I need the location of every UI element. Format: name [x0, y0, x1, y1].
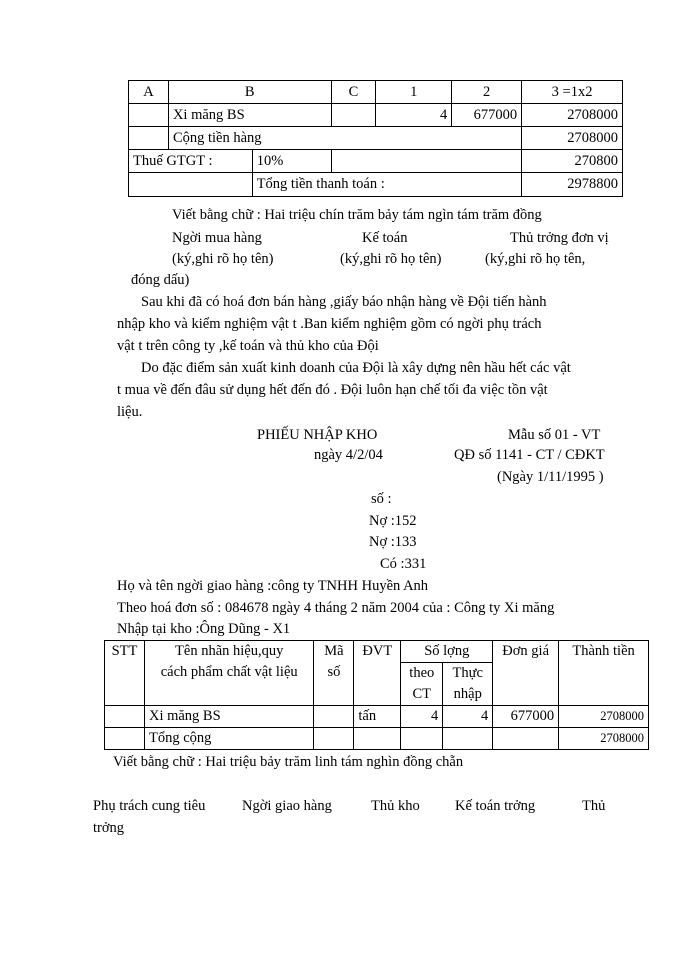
- total-row: [129, 173, 623, 197]
- para1-line1: Sau khi đã có hoá đơn bán hàng ,giấy báo nhận hàng về Đội tiến hành: [141, 294, 547, 310]
- signer-storekeeper: Thủ kho: [371, 798, 420, 814]
- credit-account: Có :331: [380, 556, 427, 572]
- receipt-title: PHIẾU NHẬP KHO: [257, 427, 378, 443]
- signer-procurement: Phụ trách cung tiêu: [93, 798, 206, 814]
- subtotal-row: [129, 127, 623, 150]
- decision-date: (Ngày 1/11/1995 ): [497, 469, 604, 485]
- receipt-item-by-doc: 4: [401, 706, 443, 728]
- debit-account-2: Nợ :133: [369, 534, 417, 550]
- warehouse-line: Nhập tại kho :Ông Dũng - X1: [117, 621, 291, 637]
- header-code: Mã số: [314, 641, 354, 706]
- stamp-note: đóng dấu): [131, 272, 190, 288]
- receipt-item-unit: tấn: [354, 706, 401, 728]
- para2-line3: liệu.: [117, 404, 143, 420]
- invoice-header-row: [129, 81, 623, 104]
- buyer-note: (ký,ghi rõ họ tên): [172, 251, 274, 267]
- header-unit: ĐVT: [354, 641, 401, 706]
- col-3: 3 =1x2: [522, 81, 623, 104]
- col-c: C: [331, 81, 376, 104]
- signer-deliverer: Ngời giao hàng: [242, 798, 332, 814]
- subtotal-label: Cộng tiền hàng: [168, 127, 521, 150]
- header-qty: Số lợng: [401, 641, 493, 663]
- receipt-table: STT Tên nhãn hiệu,quy cách phẩm chất vật liệu Mã số ĐVT Số lợng Đơn giá Thành tiền theo Thực CT nhập Xi măng BS tấn 4 4 677000 2708000 Tổng cộng 2708000: [104, 640, 649, 750]
- accountant-label: Kế toán: [362, 230, 408, 246]
- item-amount: 2708000: [522, 104, 623, 127]
- receipt-number: số :: [371, 491, 392, 507]
- head-label: Thủ trởng đơn vị: [510, 230, 609, 246]
- vat-rate: 10%: [252, 150, 331, 173]
- head-note: (ký,ghi rõ họ tên,: [485, 251, 586, 267]
- receipt-date: ngày 4/2/04: [314, 447, 383, 463]
- para2-line2: t mua về đến đâu sử dụng hết đến đó . Đội luôn hạn chế tối đa việc tồn vật: [117, 382, 548, 398]
- para1-line3: vật t trên công ty ,kế toán và thủ kho của Đội: [117, 338, 379, 354]
- col-b: B: [168, 81, 331, 104]
- receipt-item-row: [105, 706, 649, 728]
- signer-head-1: Thủ: [582, 798, 606, 814]
- form-number: Mẫu số 01 - VT: [508, 427, 601, 443]
- header-price: Đơn giá: [493, 641, 559, 706]
- invoice-line: Theo hoá đơn số : 084678 ngày 4 tháng 2 năm 2004 của : Công ty Xi măng: [117, 600, 555, 616]
- receipt-amount-in-words: Viết bằng chữ : Hai triệu bảy trăm linh tám nghìn đồng chẵn: [113, 754, 464, 770]
- header-stt: STT: [105, 641, 145, 706]
- col-2: 2: [452, 81, 522, 104]
- para1-line2: nhập kho và kiểm nghiệm vật t .Ban kiểm nghiệm gồm có ngời phụ trách: [117, 316, 542, 332]
- receipt-item-name: Xi măng BS: [144, 706, 313, 728]
- receipt-item-amount: 2708000: [559, 706, 649, 728]
- receipt-total-amount: 2708000: [559, 728, 649, 750]
- col-a: A: [129, 81, 169, 104]
- amount-in-words: Viết bằng chữ : Hai triệu chín trăm bảy tám ngìn tám trăm đồng: [172, 207, 542, 223]
- vat-row: [129, 150, 623, 173]
- receipt-item-actual: 4: [443, 706, 493, 728]
- item-name: Xi măng BS: [168, 104, 331, 127]
- signer-head-2: trởng: [93, 820, 125, 836]
- col-1: 1: [376, 81, 452, 104]
- receipt-item-price: 677000: [493, 706, 559, 728]
- header-amount: Thành tiền: [559, 641, 649, 706]
- vat-label: Thuế GTGT :: [129, 150, 253, 173]
- signer-chief-accountant: Kế toán trởng: [455, 798, 536, 814]
- total-amount: 2978800: [522, 173, 623, 197]
- invoice-table: [128, 80, 623, 197]
- deliverer-line: Họ và tên ngời giao hàng :công ty TNHH Huyền Anh: [117, 578, 429, 594]
- item-price: 677000: [452, 104, 522, 127]
- header-actual: Thực: [443, 663, 493, 685]
- header-name: Tên nhãn hiệu,quy cách phẩm chất vật liệu: [144, 641, 313, 706]
- buyer-label: Ngời mua hàng: [172, 230, 262, 246]
- header-by-doc: theo: [401, 663, 443, 685]
- debit-account-1: Nợ :152: [369, 513, 417, 529]
- invoice-item-row: [129, 104, 623, 127]
- vat-amount: 270800: [522, 150, 623, 173]
- total-label: Tổng tiền thanh toán :: [252, 173, 521, 197]
- receipt-total-label: Tổng cộng: [144, 728, 313, 750]
- accountant-note: (ký,ghi rõ họ tên): [340, 251, 442, 267]
- subtotal-amount: 2708000: [522, 127, 623, 150]
- para2-line1: Do đặc điểm sản xuất kinh doanh của Đội là xây dựng nên hầu hết các vật: [141, 360, 571, 376]
- item-qty: 4: [376, 104, 452, 127]
- receipt-total-row: [105, 728, 649, 750]
- decision-number: QĐ số 1141 - CT / CĐKT: [454, 447, 605, 463]
